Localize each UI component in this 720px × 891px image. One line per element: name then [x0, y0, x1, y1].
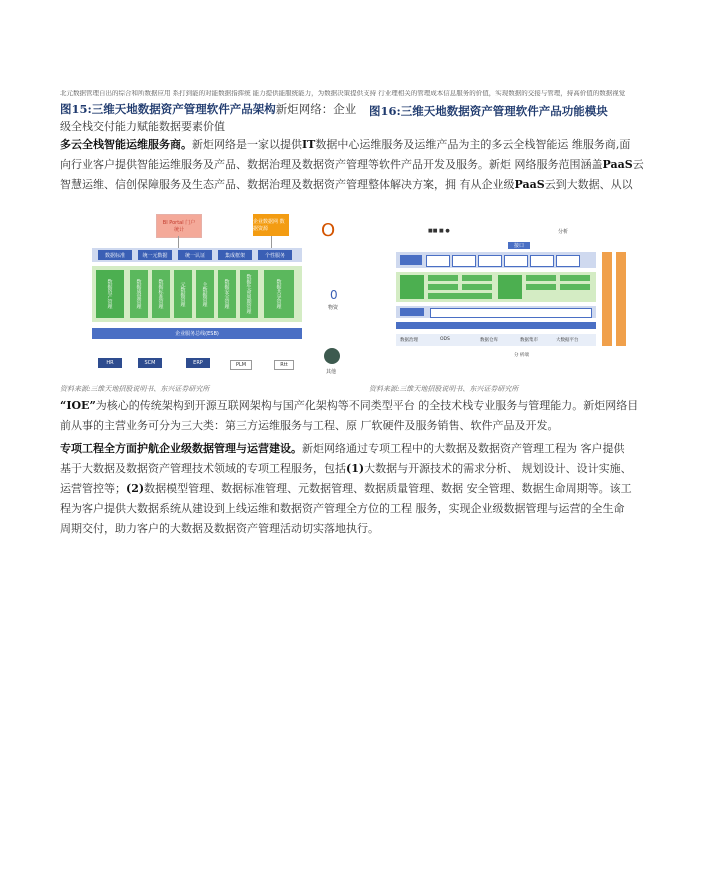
paragraph-3-line-5: 周期交付，助力客户的大数据及数据资产管理活动切实落地执行。 [60, 522, 379, 535]
paragraph-3-line-2 [60, 459, 680, 479]
paragraph-2-line-2: 前从事的主营业务可分为三大类：第三方运维服务与工程、原 厂软硬件及服务销售、软件产品及开发。 [60, 419, 559, 432]
fig16-bottom-item: 大数据平台 [556, 338, 579, 343]
p1-bold-paas: PaaS [602, 158, 633, 171]
p1-bold-paas2: PaaS [514, 178, 545, 191]
fig15-top-left-sub: 统计 [173, 227, 184, 233]
fig15-side-bottom: 其他 [326, 369, 337, 375]
fig16-module [504, 255, 528, 267]
fig15-row1-item: 数据标准 [98, 250, 132, 260]
fig16-module [452, 255, 476, 267]
p2-line1: 为核心的传统架构到开源互联网架构与国产化架构等不同类型平台 的全技术栈专业服务与管理能力。新炬网络目 [95, 399, 639, 412]
fig16-module [426, 255, 450, 267]
p3-lead: 专项工程全方面护航企业级数据管理与运营建设。 [60, 442, 302, 455]
fig16-green-item [526, 284, 556, 290]
paragraph-1-line-3 [60, 175, 680, 195]
fig16-green-item [428, 284, 458, 290]
p3-line3a: 运营管控等； [60, 482, 126, 495]
p3-line1: 新炬网络通过专项工程中的大数据及数据资产管理工程为 客户提供 [302, 442, 625, 455]
continuation-line: 级全栈交付能力赋能数据要素价值 [60, 120, 225, 133]
fig15-system: ERP [186, 358, 210, 368]
fig15-top-left-label: BI Portal 门户 [162, 220, 196, 226]
fig15-column: 元数据管理 [174, 270, 192, 318]
fig16-blue-item [430, 308, 592, 318]
fig15-top-right-box: 企业数据网 数据资源 [253, 214, 289, 236]
fig15-side-o: O [321, 220, 336, 241]
fig15-column: 主数据管理 [196, 270, 214, 318]
fig16-green-item [428, 293, 492, 299]
fig15-row1-item: 个性服务 [258, 250, 292, 260]
fig16-bottom-item: 数据治理 [400, 338, 418, 343]
fig16-orange-column [616, 252, 626, 346]
paragraph-3 [60, 439, 680, 539]
fig15-column: 数据生命周期管理 [240, 270, 258, 318]
paragraph-3-line-4: 程为客户提供大数据系统从建设到上线运维和数据资产管理全方位的工程 服务，实现企业级数据管理与运营的全生命 [60, 502, 625, 515]
paragraph-1-line-1 [60, 135, 680, 155]
fig16-tab: 接口 [508, 242, 530, 249]
fig15-esb-bar: 企业服务总线(ESB) [92, 328, 302, 339]
fig15-column: 数据安全管理 [218, 270, 236, 318]
paragraph-1-line-2 [60, 155, 680, 175]
fig15-side-label: 物资 [328, 305, 339, 311]
fig15-caption-text: 图15:三维天地数据资产管理软件产品架构 [60, 102, 276, 116]
p2-bold: “IOE” [60, 399, 96, 412]
fig15-system: HR [98, 358, 122, 368]
header-garbled-text: 北元数据管理自出的综合和所数据应用 系打到能的对能数据指挥统 能力提供能服统能力，为数据决策提供支持 行业理相关的管理成本信息服务的价值，实现数据的交接与管理，持高价值的数据视觉 [60, 90, 626, 97]
fig15-inline-text: 新炬网络：企业 [275, 102, 357, 116]
p3-line2b: 大数据与开源技术的需求分析、 规划设计、设计实施、 [364, 462, 632, 475]
fig16-green-block [400, 275, 424, 299]
fig15-system: Rtt [274, 360, 294, 370]
fig16-green-item [462, 284, 492, 290]
figure-16-modules [390, 222, 635, 372]
paragraph-1-lead: 多云全栈智能运维服务商。 [60, 138, 192, 151]
p1-bold-it: IT [302, 138, 316, 151]
fig16-dark-bar [396, 322, 596, 329]
p1-text1: 新炬网络是一家以提供 [192, 138, 302, 151]
fig16-green-block [498, 275, 522, 299]
paragraph-1 [60, 135, 680, 195]
fig15-column: 数据质量管理 [130, 270, 148, 318]
fig16-bottom-item: ODS [440, 337, 450, 342]
fig16-green-item [462, 275, 492, 281]
fig15-column: 数据标准管理 [152, 270, 170, 318]
fig16-source: 资料来源:三维天地招股说明书、东兴证券研究所 [369, 385, 519, 393]
p3-b1: (1) [346, 462, 365, 475]
p1-line3a: 智慧运维、信创保障服务及生态产品、数据治理及数据资产管理整体解决方案，拥 有从企业级 [60, 178, 515, 191]
fig16-bottom-item: 数据集市 [520, 338, 538, 343]
p3-b2: (2) [126, 482, 145, 495]
fig15-source: 资料来源:三维天地招股说明书、东兴证券研究所 [60, 385, 210, 393]
fig16-blue-item [400, 308, 424, 316]
fig16-orange-column [602, 252, 612, 346]
p1-text3: 云 [632, 158, 644, 171]
fig15-side-zero: 0 [330, 288, 338, 302]
fig16-bottom-label: 分 析端 [514, 353, 529, 358]
fig16-green-item [560, 275, 590, 281]
fig15-row1-item: 集成框架 [218, 250, 252, 260]
fig15-circle-icon [324, 348, 340, 364]
fig15-row1-item: 统一认证 [178, 250, 212, 260]
paragraph-2 [60, 396, 680, 436]
fig16-green-item [428, 275, 458, 281]
fig15-system: PLM [230, 360, 252, 370]
p1-line3b: 云到大数据、从以 [544, 178, 633, 191]
figure-15-architecture [88, 210, 358, 375]
fig15-system: SCM [138, 358, 162, 368]
paragraph-3-line-1 [60, 439, 680, 459]
fig16-green-item [526, 275, 556, 281]
fig15-column: 数据共享管理 [264, 270, 294, 318]
fig16-top-right: 分析 [558, 229, 569, 235]
fig16-module [530, 255, 554, 267]
fig15-row1-item: 统一元数据 [138, 250, 172, 260]
fig16-bottom-item: 数据仓库 [480, 338, 498, 343]
fig15-top-left-box [156, 214, 202, 238]
paragraph-3-line-3 [60, 479, 680, 499]
p3-line3b: 数据模型管理、数据标准管理、元数据管理、数据质量管理、数据 安全管理、数据生命周期等。该工 [144, 482, 632, 495]
fig15-caption [60, 101, 356, 117]
paragraph-2-line-1 [60, 396, 680, 416]
fig16-module [478, 255, 502, 267]
fig16-green-item [560, 284, 590, 290]
fig16-legend: ■■ ■ ● [428, 228, 450, 234]
fig16-module [556, 255, 580, 267]
p1-line2: 向行业客户提供智能运维服务及产品、数据治理及数据资产管理等软件产品开发及服务。新炬 网络服务范围涵盖 [60, 158, 603, 171]
fig15-left-block: 数据资产管理 [96, 270, 124, 318]
fig16-caption: 图16:三维天地数据资产管理软件产品功能模块 [369, 104, 608, 118]
p3-line2: 基于大数据及数据资产管理技术领域的专项工程服务，包括 [60, 462, 346, 475]
fig16-module [400, 255, 422, 265]
p1-text2: 数据中心运维服务及运维产品为主的多云全栈智能运 维服务商,面 [315, 138, 631, 151]
